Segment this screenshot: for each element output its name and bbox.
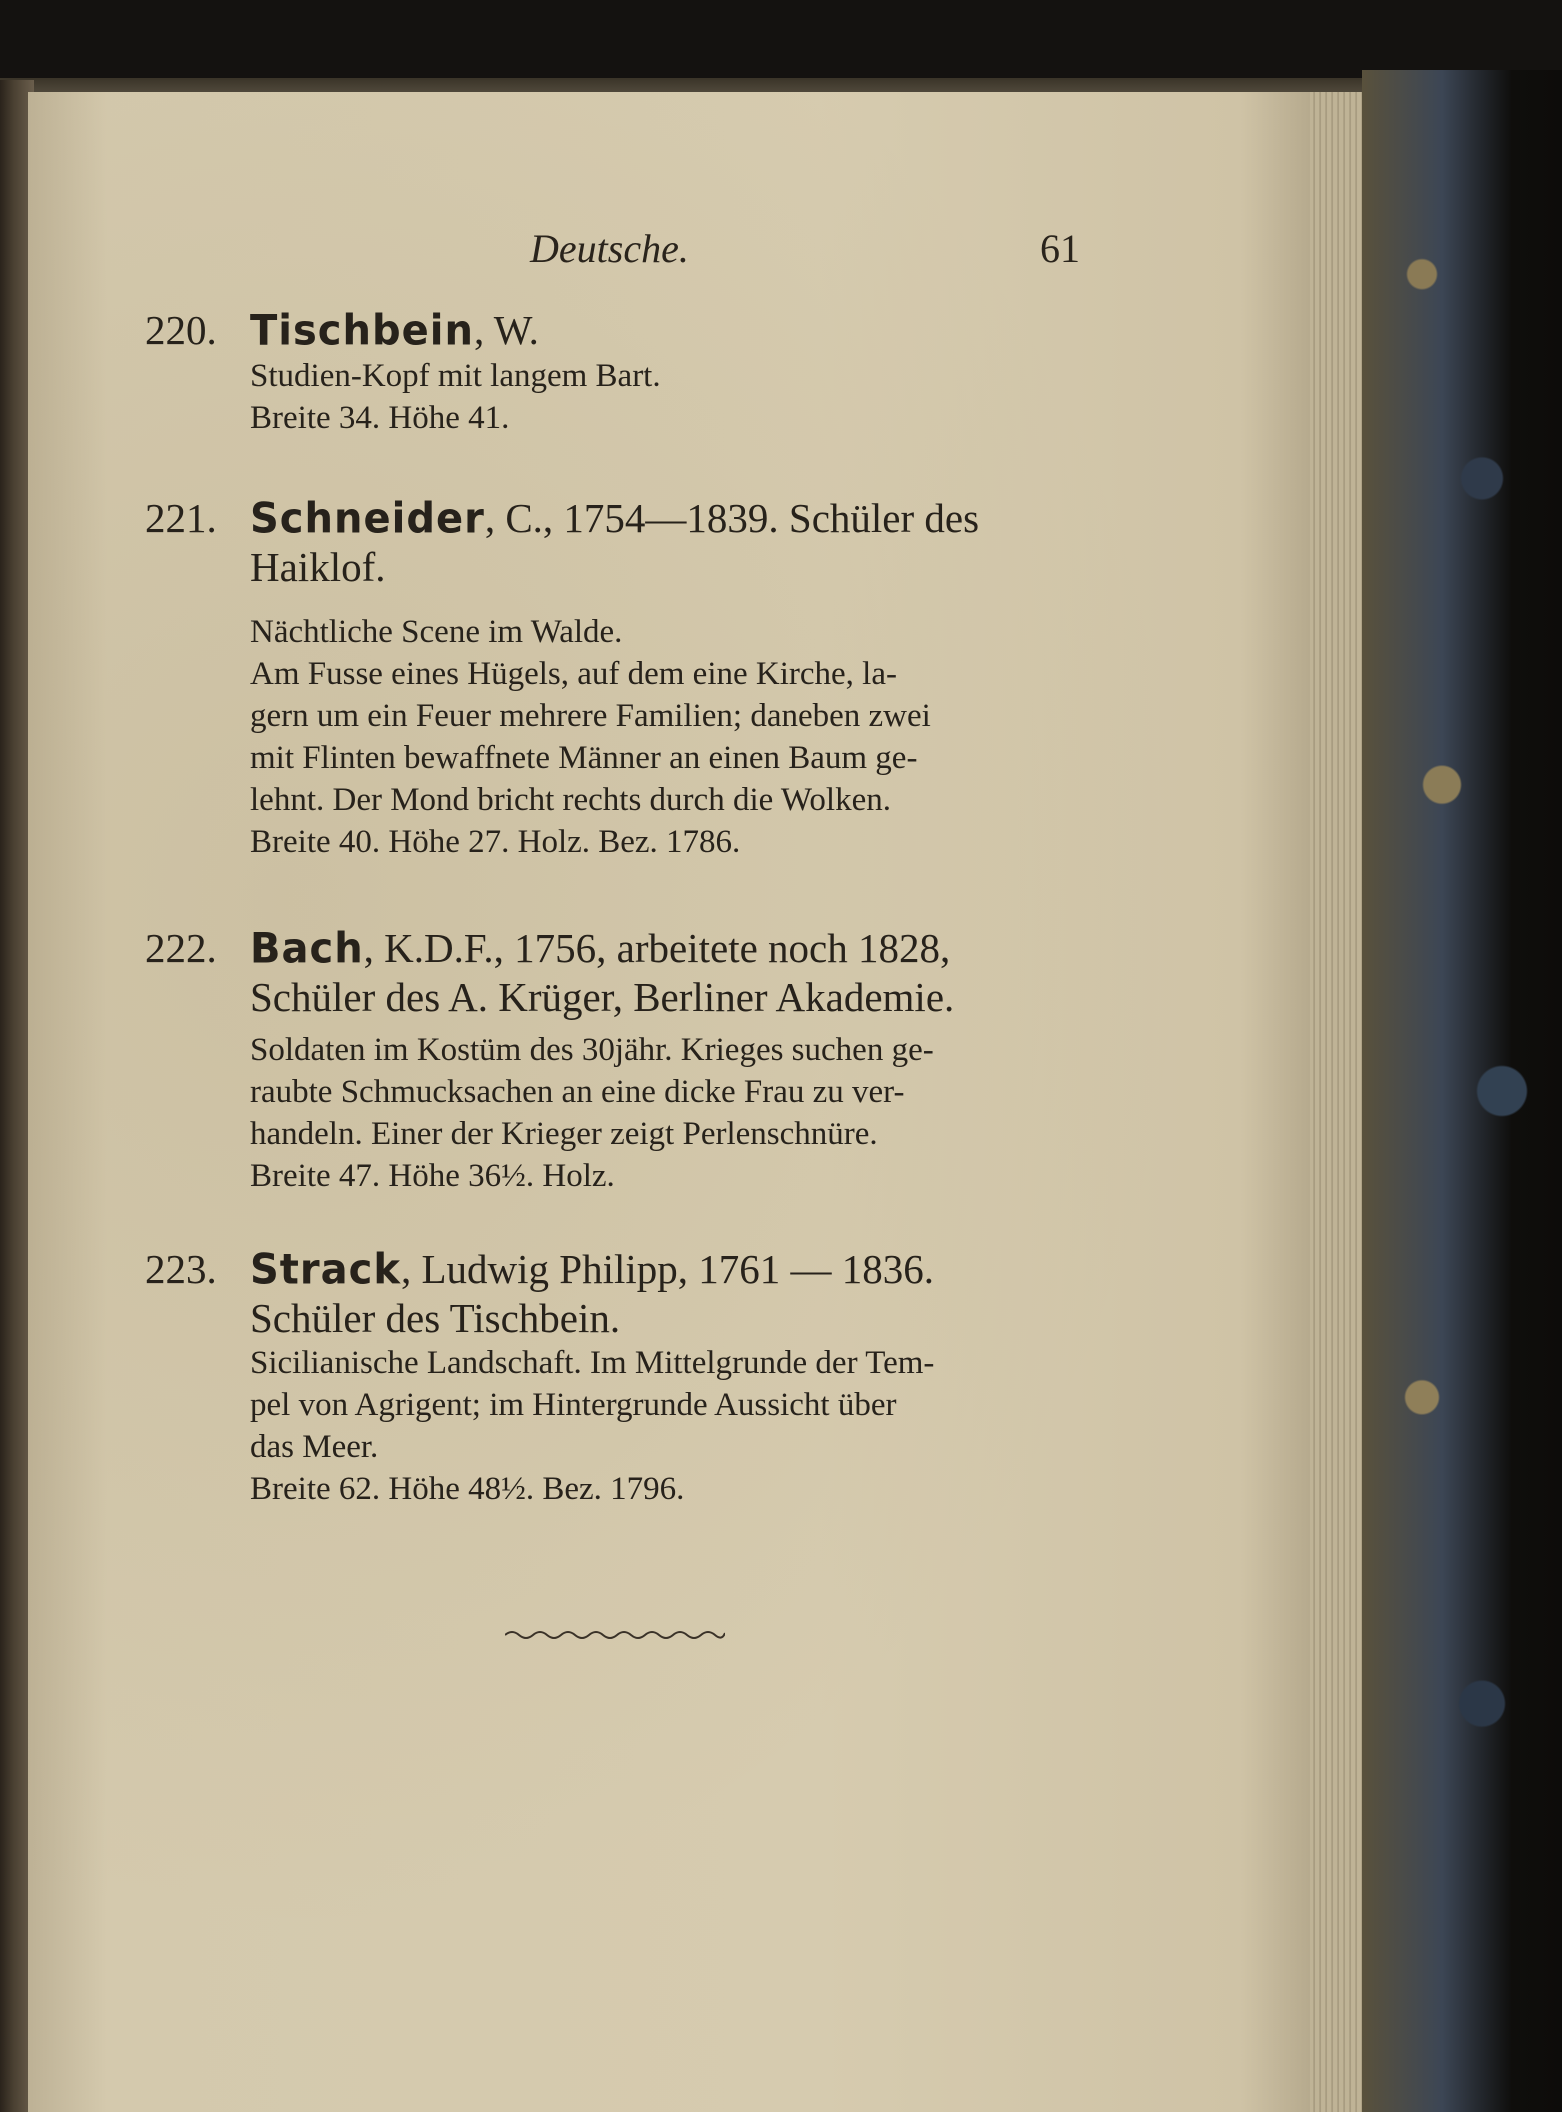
artist-name: Schneider [250, 494, 485, 544]
entry-line: Am Fusse eines Hügels, auf dem eine Kirche, la- [250, 656, 897, 692]
entry-heading [145, 924, 1090, 973]
entry-heading [145, 1245, 1090, 1294]
entry-heading-continuation: Schüler des Tischbein. [250, 1295, 621, 1341]
entry-heading [145, 306, 1090, 355]
entry-line: Breite 34. Höhe 41. [250, 400, 510, 436]
entry-number: 220. [145, 307, 217, 353]
entry-line: Breite 62. Höhe 48½. Bez. 1796. [250, 1471, 685, 1507]
entry-line: mit Flinten bewaffnete Männer an einen Baum ge- [250, 740, 918, 776]
entry-line: pel von Agrigent; im Hintergrunde Aussicht über [250, 1387, 897, 1423]
catalog-entry [145, 306, 1090, 439]
artist-details: , C., 1754—1839. Schüler des [484, 495, 980, 541]
entry-line: gern um ein Feuer mehrere Familien; daneben zwei [250, 698, 931, 734]
entry-number: 222. [145, 925, 217, 971]
artist-details: , Ludwig Philipp, 1761 — 1836. [400, 1246, 934, 1292]
catalog-entry [145, 924, 1090, 1197]
entry-line: Soldaten im Kostüm des 30jähr. Krieges suchen ge- [250, 1032, 934, 1068]
entry-line: Nächtliche Scene im Walde. [250, 614, 623, 650]
artist-details: , K.D.F., 1756, arbeitete noch 1828, [363, 925, 951, 971]
running-title: Deutsche. [530, 226, 689, 271]
entry-heading-continuation: Schüler des A. Krüger, Berliner Akademie. [250, 974, 955, 1020]
page-header [250, 225, 1080, 275]
wavy-rule-ornament [505, 1625, 725, 1645]
artist-name: Strack [250, 1245, 401, 1295]
catalog-entry [145, 494, 1090, 863]
catalog-entry [145, 1245, 1090, 1510]
entry-line: das Meer. [250, 1429, 379, 1465]
entry-heading [145, 494, 1090, 543]
entry-number: 221. [145, 495, 217, 541]
page-number: 61 [1040, 226, 1080, 271]
entry-line: Sicilianische Landschaft. Im Mittelgrunde der Tem- [250, 1345, 935, 1381]
entry-line: handeln. Einer der Krieger zeigt Perlenschnüre. [250, 1116, 878, 1152]
entry-line: Breite 47. Höhe 36½. Holz. [250, 1158, 615, 1194]
page-stack-edge [1310, 92, 1365, 2112]
entry-line: raubte Schmucksachen an eine dicke Frau zu ver- [250, 1074, 905, 1110]
artist-name: Tischbein [250, 306, 474, 356]
marbled-cover [1362, 70, 1562, 2112]
entry-heading-continuation: Haiklof. [250, 544, 386, 590]
entry-number: 223. [145, 1246, 217, 1292]
entry-line: Breite 40. Höhe 27. Holz. Bez. 1786. [250, 824, 741, 860]
artist-name: Bach [250, 924, 364, 974]
entry-line: Studien-Kopf mit langem Bart. [250, 358, 661, 394]
artist-details: , W. [473, 307, 539, 353]
entry-line: lehnt. Der Mond bricht rechts durch die Wolken. [250, 782, 891, 818]
